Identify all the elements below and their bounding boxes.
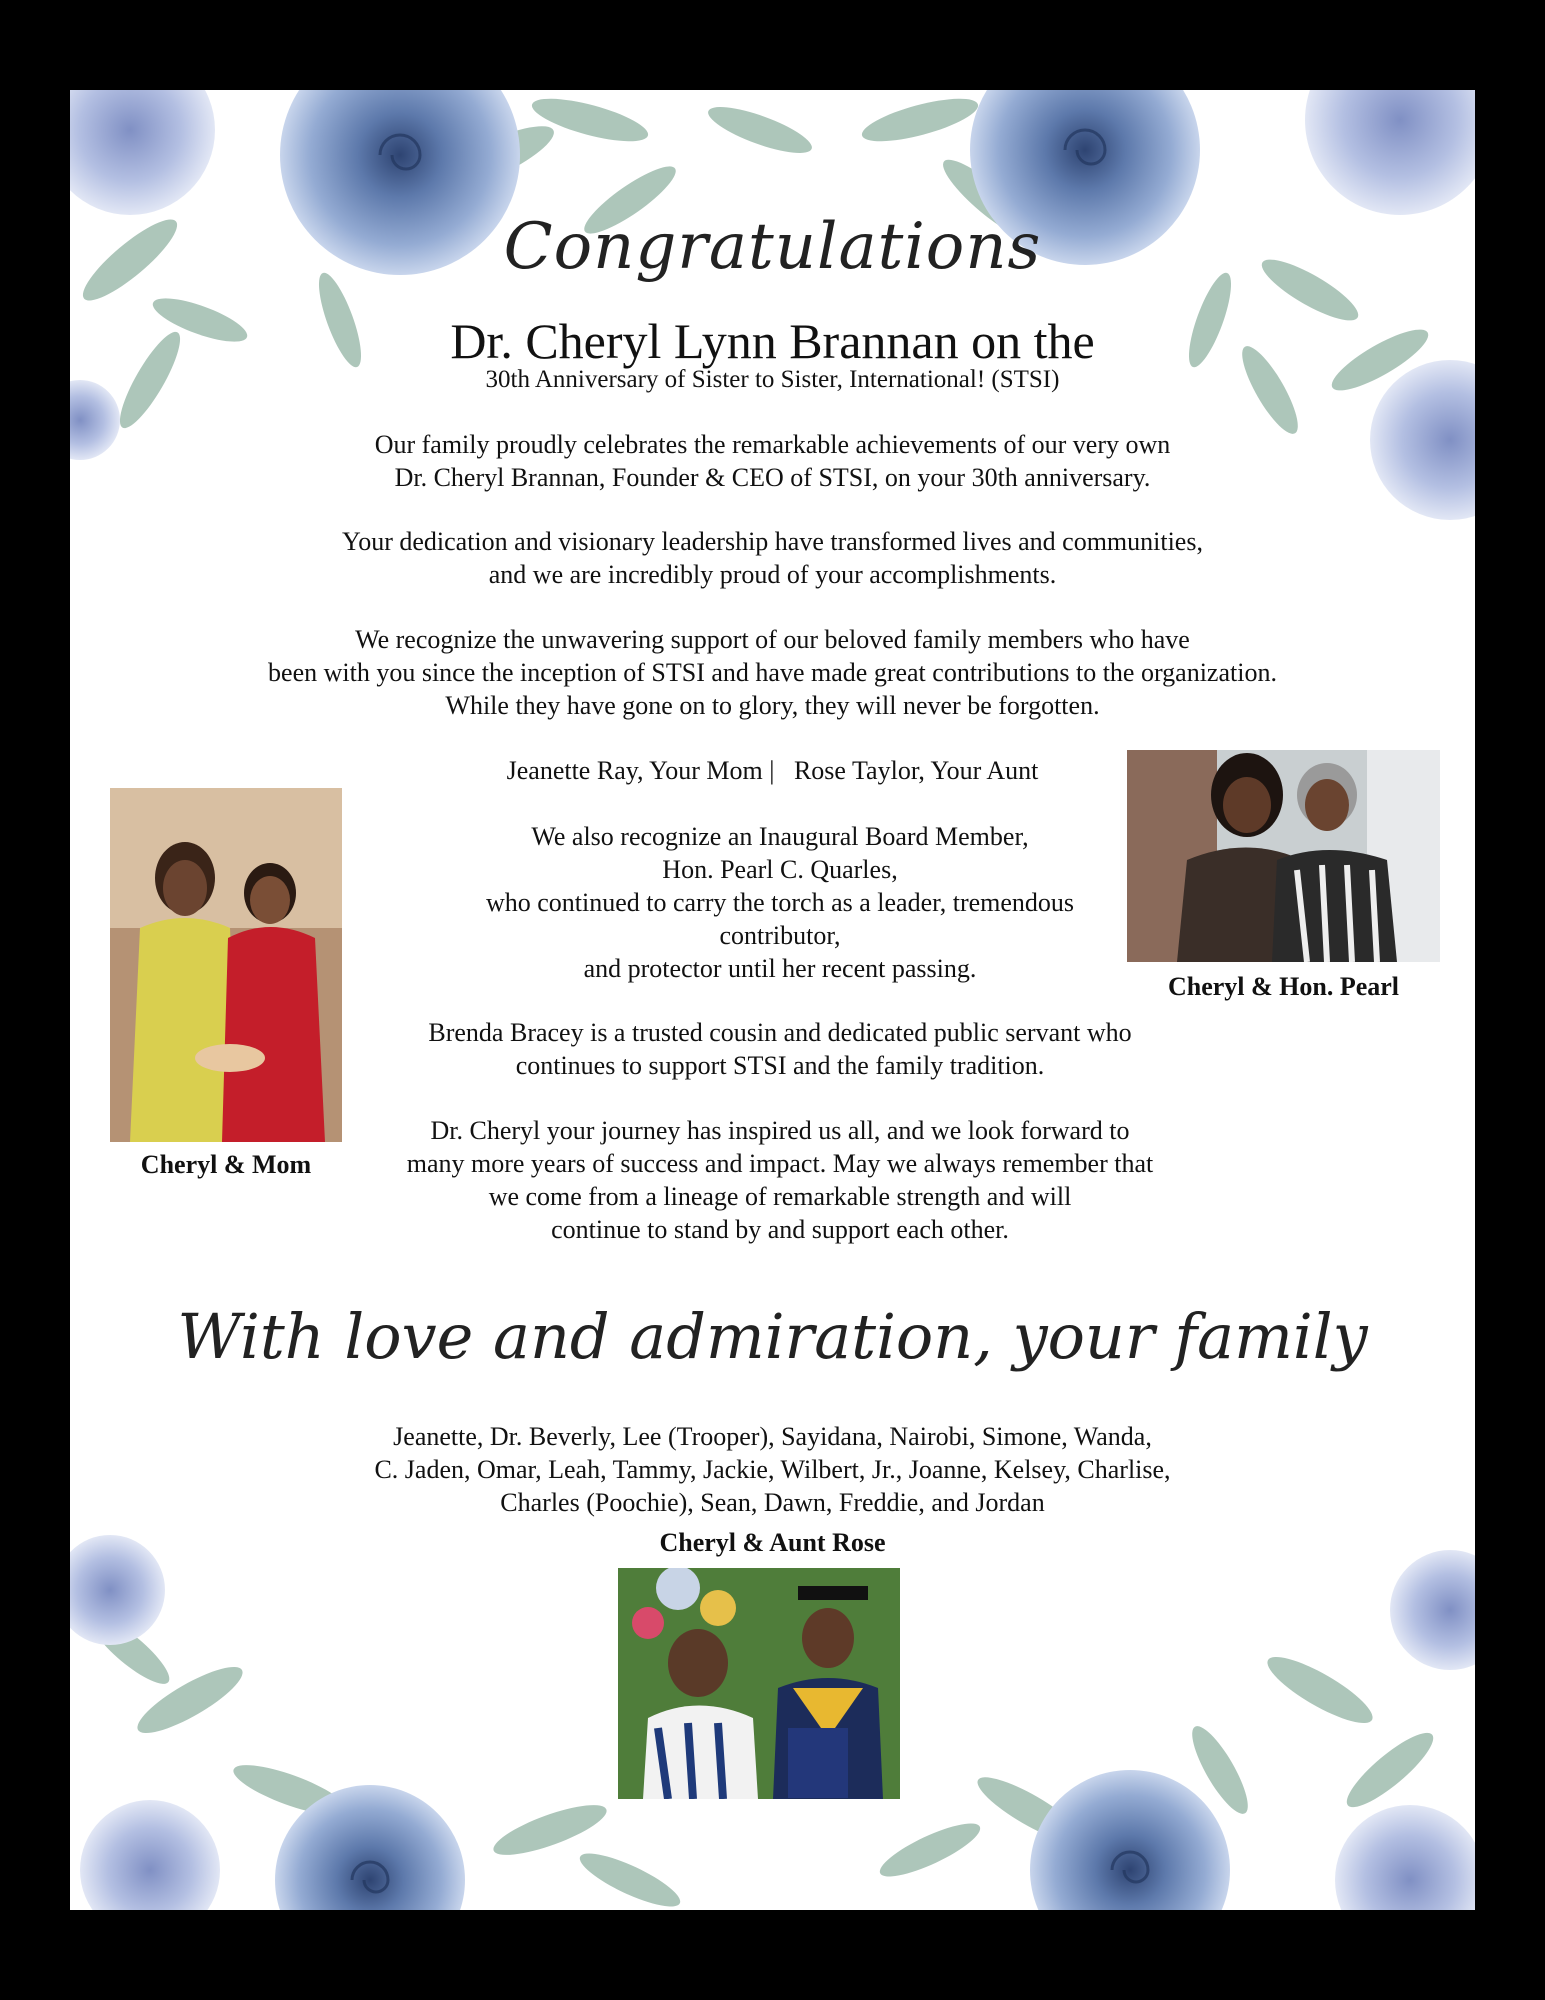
caption-cheryl-and-aunt-rose: Cheryl & Aunt Rose — [659, 1528, 886, 1557]
photo-cheryl-and-mom-image — [110, 788, 342, 1142]
announcement-page — [70, 90, 1475, 1910]
family-names: Jeanette, Dr. Beverly, Lee (Trooper), Sayidana, Nairobi, Simone, Wanda, C. Jaden, Omar, Leah, Tammy, Jackie, Wilbert, Jr., Joanne, Kelsey, Charlise, Charles (Poochie), Sean, Dawn, Freddie, and Jordan — [374, 1422, 1171, 1517]
caption-cheryl-and-mom: Cheryl & Mom — [140, 1150, 312, 1179]
paragraph-brenda: Brenda Bracey is a trusted cousin and dedicated public servant who continues to support STSI and the family tradition. — [428, 1018, 1132, 1080]
paragraph-recognition: We recognize the unwavering support of our beloved family members who have been with you since the inception of STSI and have made great contributions to the organization. While they have gone on to glory, they will never be forgotten. — [268, 625, 1277, 720]
photo-cheryl-and-mom — [110, 788, 342, 1142]
paragraph-board-member: We also recognize an Inaugural Board Member, Hon. Pearl C. Quarles, who continued to carry the torch as a leader, tremendous contributor, and protector until her recent passing. — [485, 822, 1075, 983]
paragraph-journey: Dr. Cheryl your journey has inspired us all, and we look forward to many more years of success and impact. May we always remember that we come from a lineage of remarkable strength and will continue to stand by and support each other. — [406, 1116, 1154, 1244]
photo-cheryl-and-pearl — [1127, 750, 1440, 962]
caption-cheryl-and-pearl: Cheryl & Hon. Pearl — [1167, 972, 1400, 1001]
flower-top-left-corner — [70, 90, 215, 215]
closing-script-line: With love and admiration, your family — [177, 1300, 1368, 1373]
page-title: Dr. Cheryl Lynn Brannan on the — [450, 313, 1095, 369]
rose-bottom-right — [1030, 1770, 1230, 1910]
photo-cheryl-and-aunt-rose-image — [618, 1568, 900, 1799]
flower-bottom-left-corner — [80, 1800, 220, 1910]
page-subtitle: 30th Anniversary of Sister to Sister, International! (STSI) — [485, 366, 1060, 393]
congratulations-script: Congratulations — [503, 210, 1042, 284]
photo-cheryl-and-aunt-rose — [618, 1568, 900, 1799]
paragraph-family-members: Jeanette Ray, Your Mom | Rose Taylor, Your Aunt — [506, 756, 1039, 785]
flower-top-right-corner — [1305, 90, 1475, 215]
photo-cheryl-and-pearl-image — [1127, 750, 1440, 962]
paragraph-dedication: Your dedication and visionary leadership have transformed lives and communities, and we are incredibly proud of your accomplishments. — [342, 527, 1203, 589]
flower-bottom-right-edge — [1390, 1550, 1475, 1670]
paragraph-celebration: Our family proudly celebrates the remarkable achievements of our very own Dr. Cheryl Brannan, Founder & CEO of STSI, on your 30th anniversary. — [374, 430, 1171, 492]
flower-bottom-right-corner — [1335, 1805, 1475, 1910]
